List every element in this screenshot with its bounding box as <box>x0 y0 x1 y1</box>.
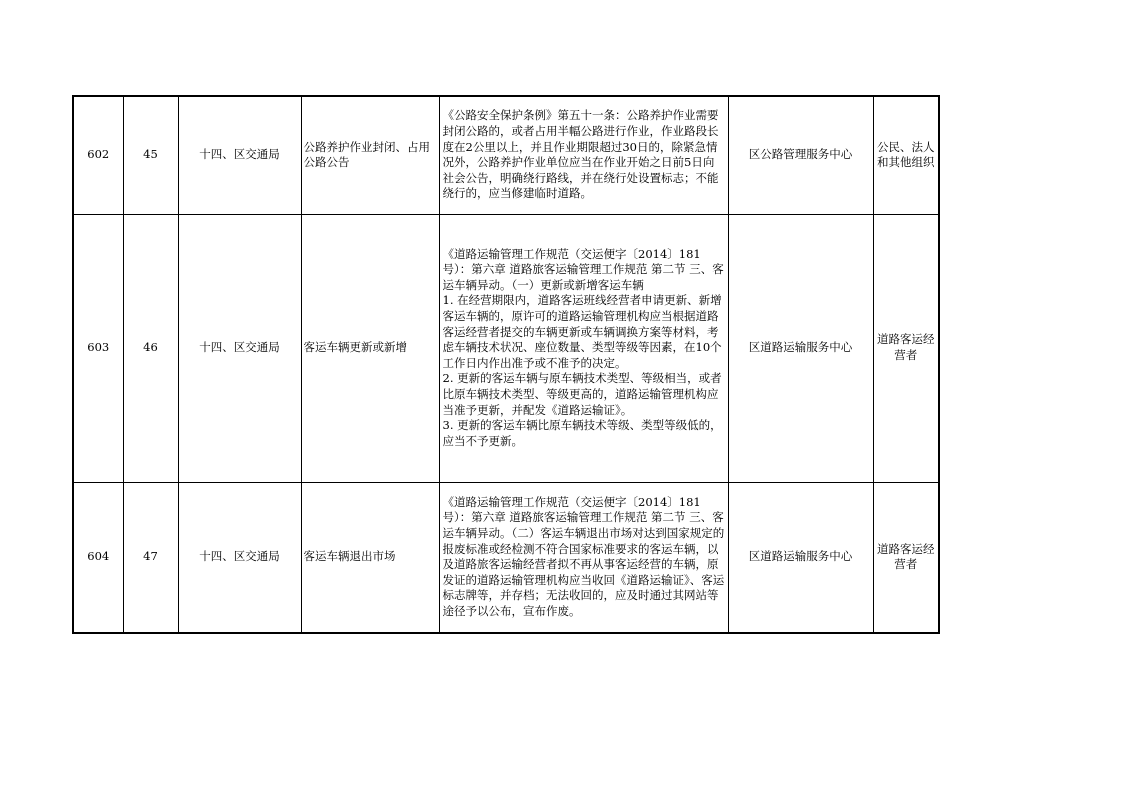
seq-cell: 602 <box>73 96 123 214</box>
department-cell: 十四、区交通局 <box>178 482 301 633</box>
sub-seq-cell: 46 <box>123 214 178 482</box>
disclosure-table <box>72 95 940 634</box>
item-name-cell: 客运车辆退出市场 <box>301 482 439 633</box>
basis-cell: 《道路运输管理工作规范（交运便字〔2014〕181号）：第六章 道路旅客运输管理工作规范 第二节 三、客运车辆异动。（二）客运车辆退出市场对达到国家规定的报废标准或经检测不符合国家标准要求的客运车辆，以及道路旅客运输经营者拟不再从事客运经营的车辆，原发证的道路运输管理机构应当收回《道路运输证》、客运标志牌等，并存档；无法收回的，应及时通过其网站等途径予以公布，宣布作废。 <box>439 482 728 633</box>
agency-cell: 区道路运输服务中心 <box>728 214 873 482</box>
sub-seq-cell: 47 <box>123 482 178 633</box>
item-name-cell: 公路养护作业封闭、占用公路公告 <box>301 96 439 214</box>
table-row <box>73 214 939 482</box>
target-cell: 道路客运经营者 <box>873 214 939 482</box>
department-cell: 十四、区交通局 <box>178 96 301 214</box>
seq-cell: 604 <box>73 482 123 633</box>
agency-cell: 区道路运输服务中心 <box>728 482 873 633</box>
basis-cell <box>439 214 728 482</box>
basis-paragraph: 《道路运输管理工作规范（交运便字〔2014〕181号）：第六章 道路旅客运输管理工作规范 第二节 三、客运车辆异动。（一）更新或新增客运车辆 <box>442 246 724 292</box>
seq-cell: 603 <box>73 214 123 482</box>
basis-cell: 《公路安全保护条例》第五十一条：公路养护作业需要封闭公路的，或者占用半幅公路进行作业，作业路段长度在2公里以上，并且作业期限超过30日的，除紧急情况外，公路养护作业单位应当在作业开始之日前5日向社会公告，明确绕行路线，并在绕行处设置标志；不能绕行的，应当修建临时道路。 <box>439 96 728 214</box>
item-name-cell: 客运车辆更新或新增 <box>301 214 439 482</box>
table-row <box>73 482 939 633</box>
target-cell: 道路客运经营者 <box>873 482 939 633</box>
target-cell: 公民、法人和其他组织 <box>873 96 939 214</box>
department-cell: 十四、区交通局 <box>178 214 301 482</box>
basis-paragraph: 3. 更新的客运车辆比原车辆技术等级、类型等级低的，应当不予更新。 <box>442 418 722 448</box>
table-row <box>73 96 939 214</box>
basis-paragraph: 2. 更新的客运车辆与原车辆技术类型、等级相当，或者比原车辆技术类型、等级更高的，道路运输管理机构应当准予更新，并配发《道路运输证》。 <box>442 371 722 417</box>
sub-seq-cell: 45 <box>123 96 178 214</box>
basis-paragraph: 1. 在经营期限内，道路客运班线经营者申请更新、新增客运车辆的，原许可的道路运输管理机构应当根据道路客运经营者提交的车辆更新或车辆调换方案等材料，考虑车辆技术状况、座位数量、类型等级等因素，在10个工作日内作出准予或不准予的决定。 <box>442 293 722 370</box>
agency-cell: 区公路管理服务中心 <box>728 96 873 214</box>
